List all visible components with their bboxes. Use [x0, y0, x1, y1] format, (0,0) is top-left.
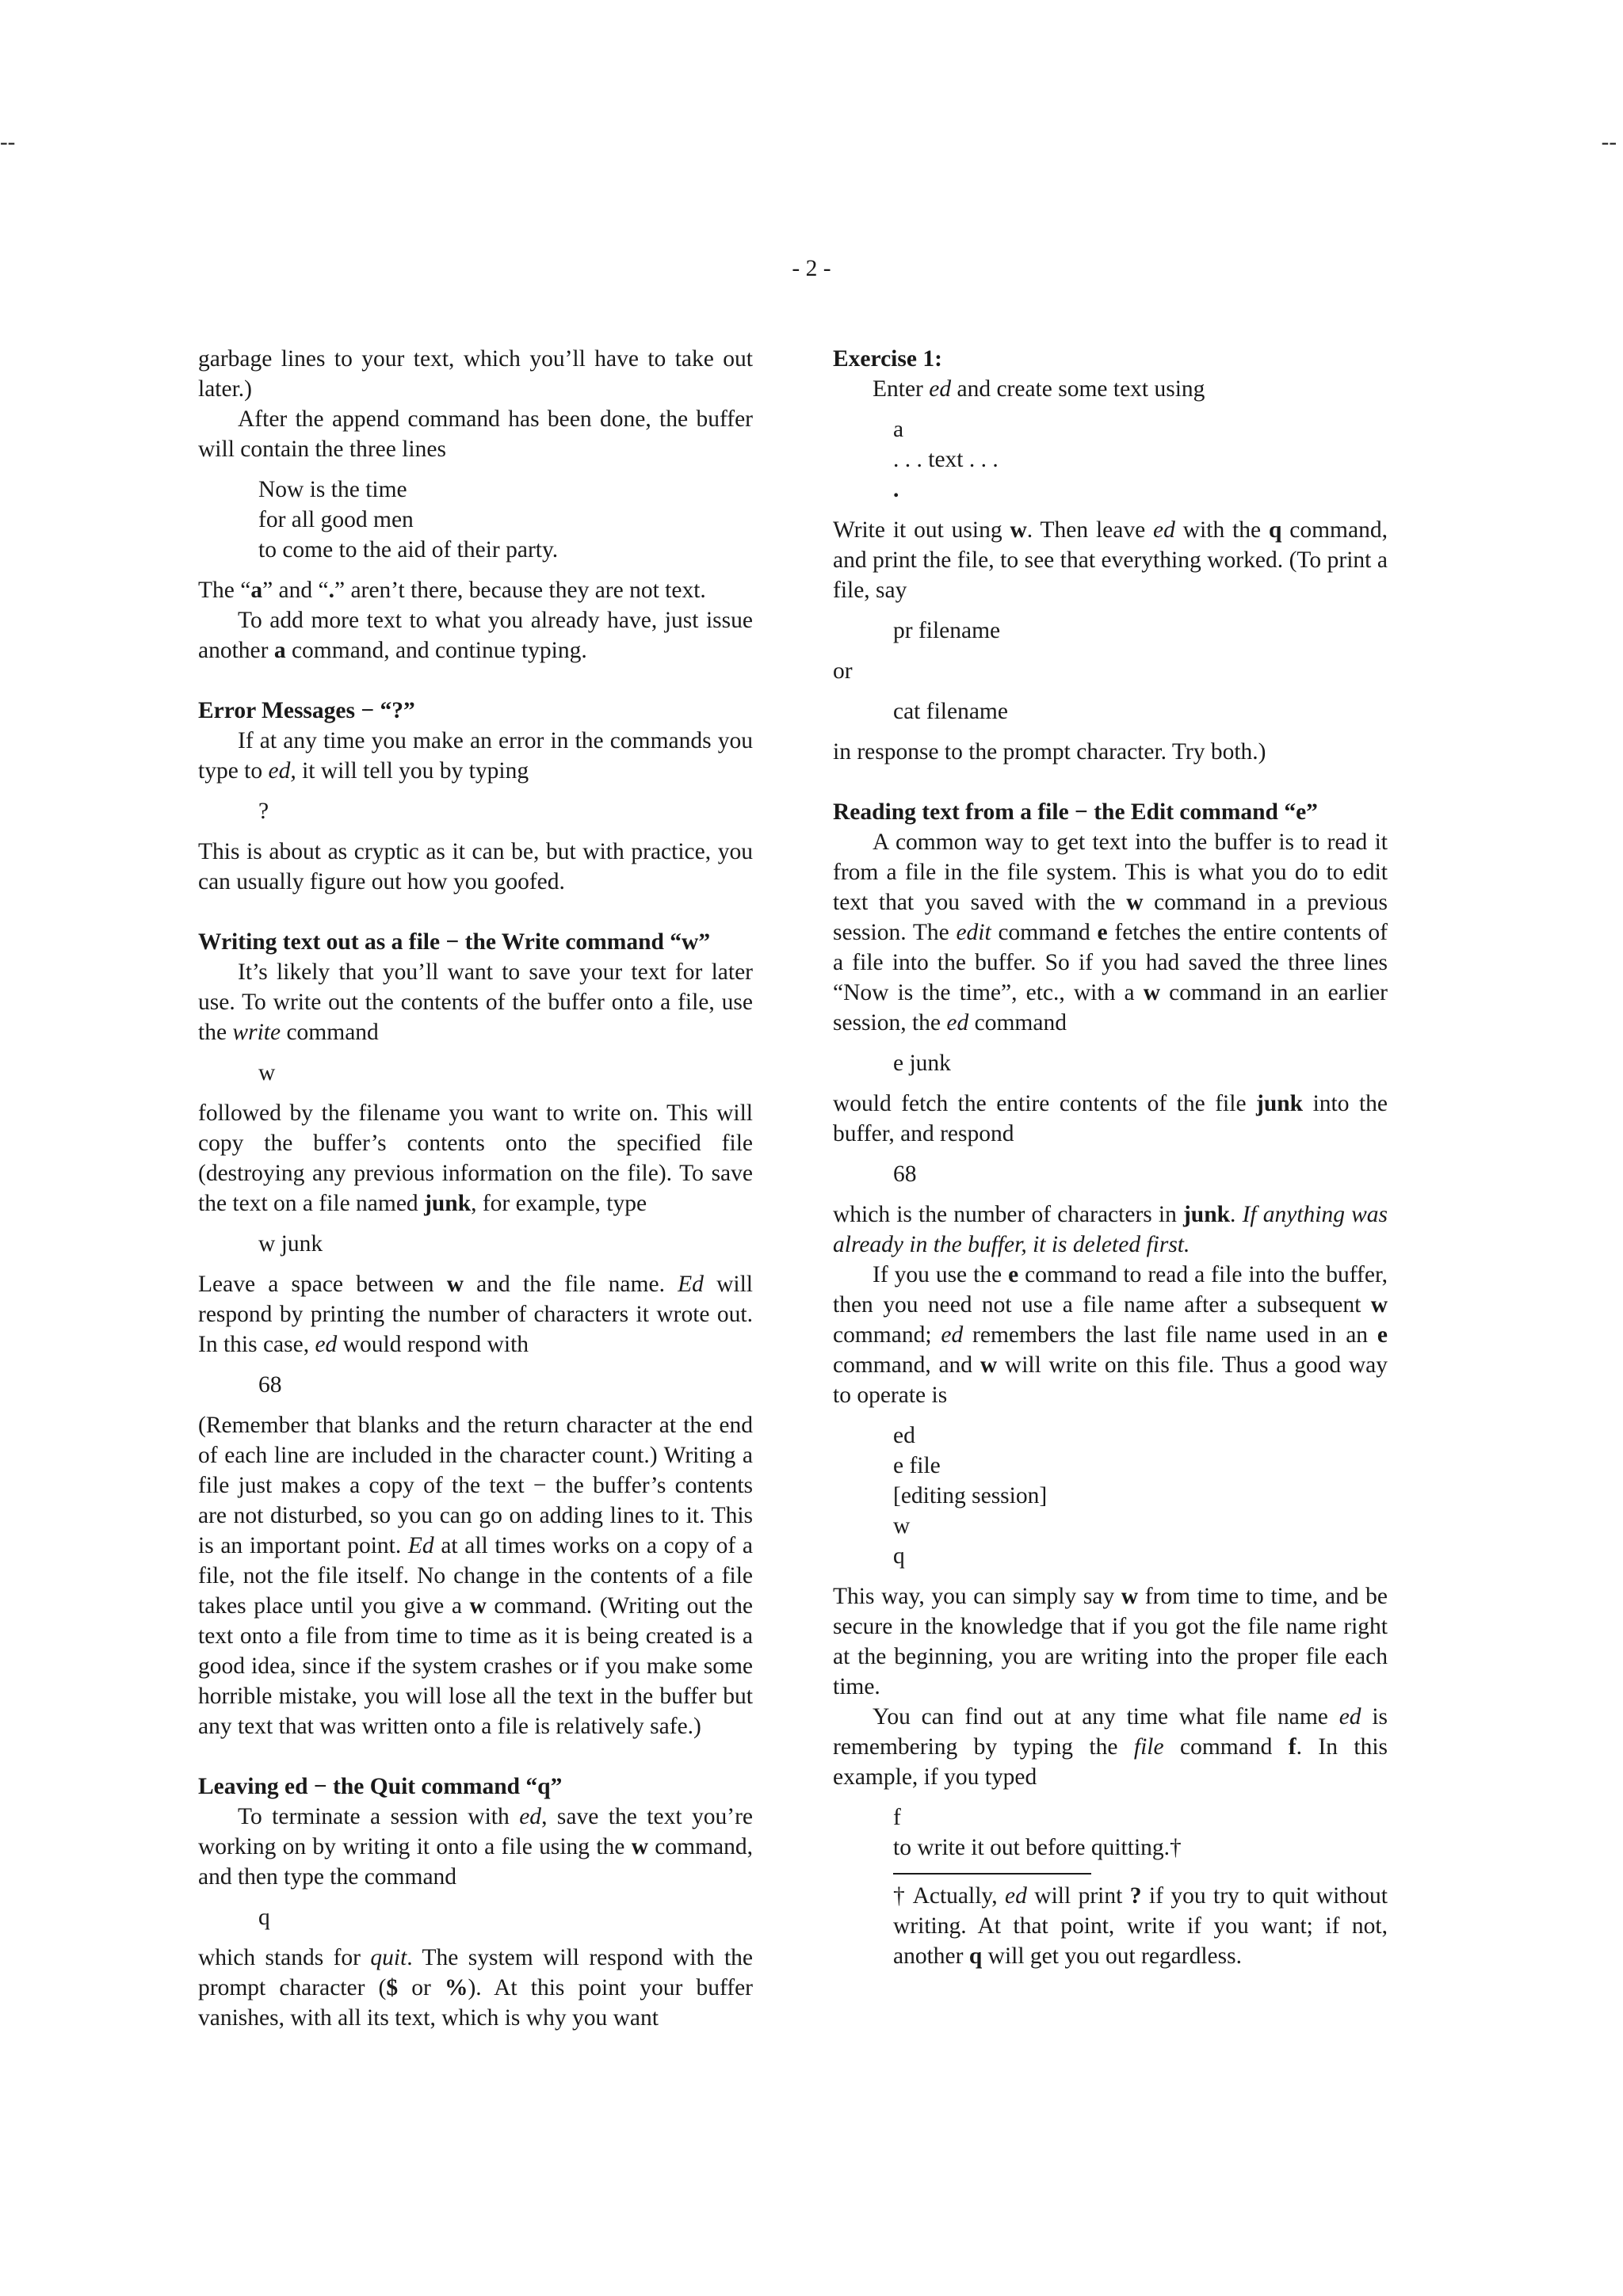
- paragraph: which is the number of characters in junk. If anything was already in the buffer, it is deleted first.: [833, 1202, 1388, 1257]
- example-text-block: [258, 1902, 753, 1932]
- example-text-block: [893, 414, 1388, 505]
- footnote-rule: [893, 1873, 1091, 1875]
- example-line: w: [258, 1060, 276, 1085]
- paragraph: followed by the filename you want to write on. This will copy the buffer’s contents onto the specified file (destroying any previous information on the file). To save the text on a file named junk, for example, type: [198, 1100, 753, 1216]
- page-number: - 2 -: [792, 256, 831, 281]
- paragraph: Write it out using w. Then leave ed with the q command, and print the file, to see that everything worked. (To print a file, say: [833, 517, 1388, 603]
- example-line: Now is the time: [258, 477, 407, 502]
- example-line: .: [893, 477, 899, 502]
- example-line: 68: [258, 1372, 282, 1398]
- example-line: e file: [893, 1453, 941, 1478]
- section-heading-quit-command: Leaving ed − the Quit command “q”: [198, 1774, 563, 1799]
- example-line: . . . text . . .: [893, 447, 999, 472]
- example-line: ?: [258, 799, 269, 824]
- section-heading-error-messages: Error Messages − “?”: [198, 698, 415, 723]
- example-line: q: [893, 1543, 905, 1569]
- paragraph: To add more text to what you already have, just issue another a command, and continue typing.: [198, 608, 753, 663]
- example-line: to come to the aid of their party.: [258, 537, 559, 563]
- example-line: f: [893, 1805, 901, 1830]
- paragraph: If you use the e command to read a file into the buffer, then you need not use a file name after a subsequent w command; ed remembers the last file name used in an e command, and w will write on this file. Thus a good way to operate is: [833, 1262, 1388, 1408]
- example-text-block: [893, 1048, 1388, 1078]
- example-line: q: [258, 1905, 270, 1930]
- paragraph: To terminate a session with ed, save the text you’re working on by writing it onto a file using the w command, and then type the command: [198, 1804, 753, 1890]
- example-text-block: [893, 1421, 1388, 1571]
- paragraph: Leave a space between w and the file name. Ed will respond by printing the number of characters it wrote out. In this case, ed would respond with: [198, 1272, 753, 1357]
- section-heading-exercise-1: Exercise 1:: [833, 346, 942, 372]
- crop-mark-left: --: [0, 129, 16, 154]
- paragraph: (Remember that blanks and the return character at the end of each line are included in the character count.) Writing a file just makes a copy of the text − the buffer’s contents are not disturbed, so you can go on adding lines to it. This is an important point. Ed at all times works on a copy of a file, not the file itself. No change in the contents of a file takes place until you give a w command. (Writing out the text onto a file from time to time as it is being created is a good idea, since if the system crashes or if you make some horrible mistake, you will lose all the text in the buffer but any text that was written onto a file is relatively safe.): [198, 1413, 753, 1739]
- example-line: 68: [893, 1161, 917, 1187]
- example-line: w junk: [258, 1231, 323, 1257]
- paragraph: which stands for quit. The system will respond with the prompt character ($ or %). At this point your buffer vanishes, with all its text, which is why you want: [198, 1945, 753, 2031]
- example-line: to write it out before quitting.†: [893, 1835, 1182, 1860]
- example-text-block: [893, 696, 1388, 727]
- paragraph: After the append command has been done, the buffer will contain the three lines: [198, 406, 753, 462]
- paragraph: You can find out at any time what file name ed is remembering by typing the file command f. In this example, if you typed: [833, 1704, 1388, 1790]
- paragraph: This is about as cryptic as it can be, but with practice, you can usually figure out how you goofed.: [198, 839, 753, 894]
- example-text-block: [893, 1159, 1388, 1189]
- paragraph: in response to the prompt character. Try both.): [833, 739, 1266, 765]
- footnote: † Actually, ed will print ? if you try to quit without writing. At that point, write if you want; if not, another q will get you out regardless.: [893, 1883, 1388, 1969]
- example-line: e junk: [893, 1051, 951, 1076]
- paragraph: garbage lines to your text, which you’ll have to take out later.): [198, 346, 753, 402]
- section-heading-edit-command: Reading text from a file − the Edit command “e”: [833, 799, 1318, 825]
- example-text-block: [893, 616, 1388, 646]
- example-text-block: [893, 1802, 1388, 1863]
- example-text-block: [258, 1370, 753, 1400]
- paragraph: If at any time you make an error in the commands you type to ed, it will tell you by typing: [198, 728, 753, 784]
- paragraph-or: or: [833, 658, 853, 684]
- left-column: [198, 344, 753, 2033]
- example-text-block: [258, 1058, 753, 1088]
- paragraph: A common way to get text into the buffer is to read it from a file in the file system. This is what you do to edit text that you saved with the w command in a previous session. The edit command e fetches the entire contents of a file into the buffer. So if you had saved the three lines “Now is the time”, etc., with a w command in an earlier session, the ed command: [833, 830, 1388, 1035]
- example-line: w: [893, 1513, 911, 1539]
- section-heading-write-command: Writing text out as a file − the Write command “w”: [198, 929, 711, 955]
- example-text-block: [258, 796, 753, 826]
- example-line: cat filename: [893, 699, 1008, 724]
- paragraph: The “a” and “.” aren’t there, because they are not text.: [198, 578, 706, 603]
- example-text-block: [258, 475, 753, 565]
- crop-mark-right: --: [1601, 129, 1617, 154]
- example-line: a: [893, 417, 904, 442]
- example-line: for all good men: [258, 507, 414, 532]
- paragraph: This way, you can simply say w from time to time, and be secure in the knowledge that if you got the file name right at the beginning, you are writing into the proper file each time.: [833, 1584, 1388, 1699]
- example-line: pr filename: [893, 618, 1001, 643]
- paragraph: It’s likely that you’ll want to save your text for later use. To write out the contents of the buffer onto a file, use the write command: [198, 959, 753, 1045]
- paragraph: Enter ed and create some text using: [873, 376, 1205, 402]
- right-column: [833, 344, 1388, 1971]
- example-line: ed: [893, 1423, 915, 1448]
- example-line: [editing session]: [893, 1483, 1048, 1508]
- paragraph: would fetch the entire contents of the file junk into the buffer, and respond: [833, 1091, 1388, 1146]
- example-text-block: [258, 1229, 753, 1259]
